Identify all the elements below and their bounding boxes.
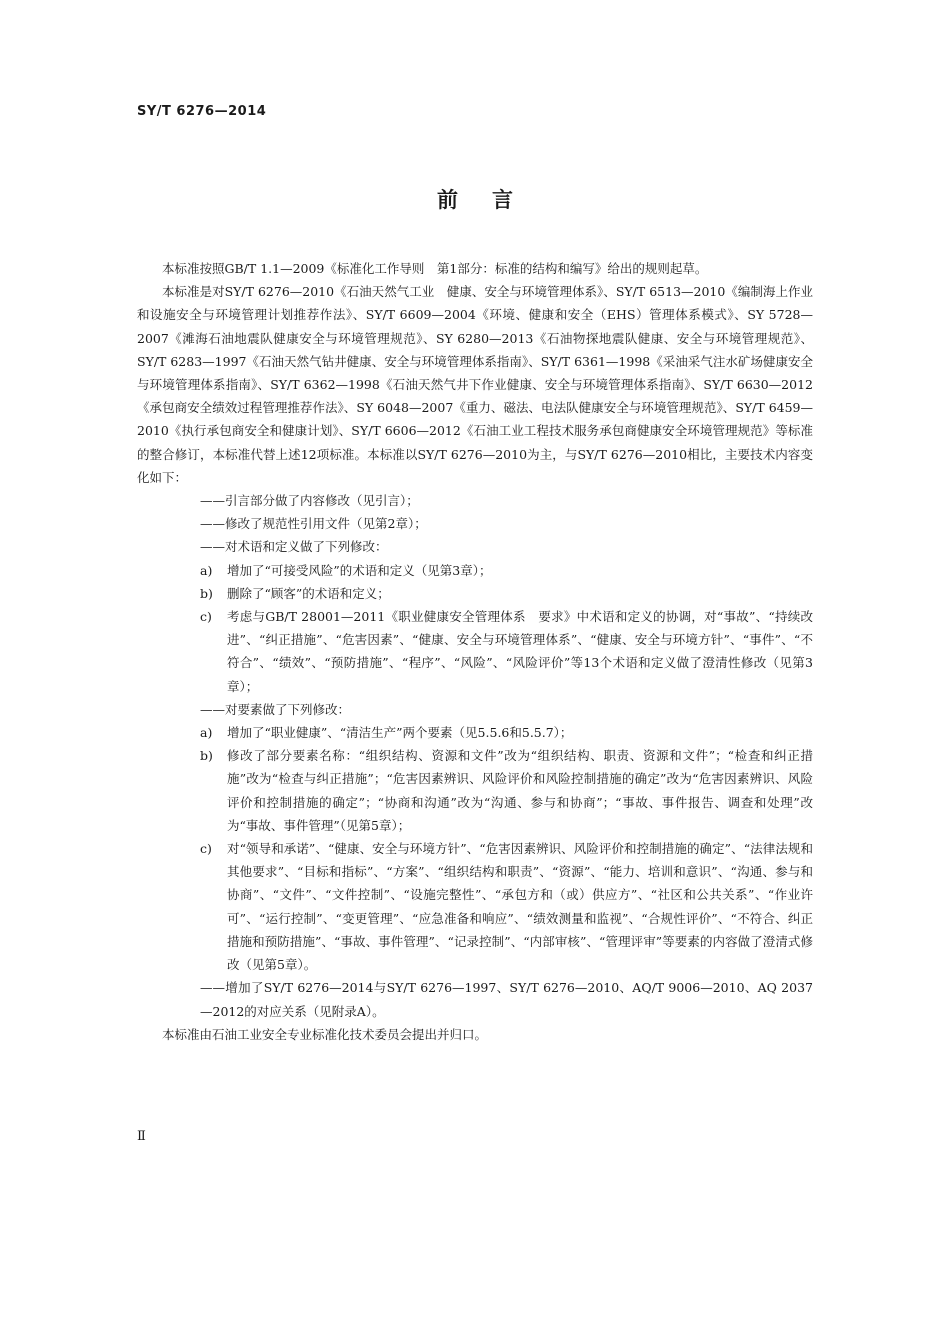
change-item-normative-references: ——修改了规范性引用文件（见第2章）； [200, 516, 427, 532]
paragraph-revision-scope: 本标准是对SY/T 6276—2010《石油天然气工业 健康、安全与环境管理体系》、SY/T 6513—2010《编制海上作业和设施安全与环境管理计划推荐作法》、SY/T 6609—2004《环境、健康和安全（EHS）管理体系模式》、SY 5728—2007《滩海石油地震队健康安全与环境管理规范》、SY 6280—2013《石油物探地震队健康、安全与环境管理规范》、SY/T 6283—1997《石油天然气钻井健康、安全与环境管理体系指南》、SY/T 6361—1998《采油采气注水矿场健康安全与环境管理体系指南》、SY/T 6362—1998《石油天然气井下作业健康、安全与环境管理体系指南》、SY/T 6630—2012《承包商安全绩效过程管理推荐作法》、SY 6048—2007《重力、磁法、电法队健康安全与环境管理规范》、SY/T 6459—2010《执行承包商安全和健康计划》、SY/T 6606—2012《石油工业工程技术服务承包商健康安全环境管理规范》等标准的整合修订，本标准代替上述12项标准。本标准以SY/T 6276—2010为主，与SY/T 6276—2010相比，主要技术内容变化如下： [137, 284, 813, 485]
list-marker: a) [200, 562, 213, 578]
list-item-text: 考虑与GB/T 28001—2011《职业健康安全管理体系 要求》中术语和定义的协调，对“事故”、“持续改进”、“纠正措施”、“危害因素”、“健康、安全与环境管理体系”、“健康、安全与环境方针”、“事件”、“不符合”、“绩效”、“预防措施”、“程序”、“风险”、“风险评价”等13个术语和定义做了澄清性修改（见第3章）； [227, 609, 813, 694]
list-marker: b) [200, 585, 213, 601]
list-item [137, 559, 813, 582]
page-number: Ⅱ [137, 1129, 146, 1144]
list-item [137, 837, 813, 976]
list-item [137, 605, 813, 698]
paragraph-drafting-rules: 本标准按照GB/T 1.1—2009《标准化工作导则 第1部分：标准的结构和编写》给出的规则起草。 [162, 261, 708, 276]
list-item [137, 721, 813, 744]
change-item-terms: ——对术语和定义做了下列修改： [200, 539, 388, 555]
list-marker: a) [200, 725, 213, 741]
list-marker: c) [200, 841, 212, 857]
list-item [137, 744, 813, 837]
change-item-introduction: ——引言部分做了内容修改（见引言）； [200, 493, 419, 509]
list-marker: c) [200, 609, 212, 625]
paragraph-proposer: 本标准由石油工业安全专业标准化技术委员会提出并归口。 [162, 1026, 488, 1042]
list-item-text: 删除了“顾客”的术语和定义； [227, 585, 390, 601]
change-item-elements: ——对要素做了下列修改： [200, 701, 351, 717]
page-title: 前言 [437, 188, 547, 212]
list-item-text: 增加了“可接受风险”的术语和定义（见第3章）； [227, 562, 492, 578]
foreword-body [137, 257, 813, 1046]
list-item-text: 修改了部分要素名称：“组织结构、资源和文件”改为“组织结构、职责、资源和文件”；“检查和纠正措施”改为“检查与纠正措施”；“危害因素辨识、风险评价和风险控制措施的确定”改为“危害因素辨识、风险评价和控制措施的确定”；“协商和沟通”改为“沟通、参与和协商”；“事故、事件报告、调查和处理”改为“事故、事件管理”（见第5章）； [227, 748, 813, 833]
list-marker: b) [200, 748, 213, 764]
list-item-text: 增加了“职业健康”、“清洁生产”两个要素（见5.5.6和5.5.7）； [227, 725, 573, 741]
list-item [137, 582, 813, 605]
list-item-text: 对“领导和承诺”、“健康、安全与环境方针”、“危害因素辨识、风险评价和控制措施的确定”、“法律法规和其他要求”、“目标和指标”、“方案”、“组织结构和职责”、“资源”、“能力、培训和意识”、“沟通、参与和协商”、“文件”、“文件控制”、“设施完整性”、“承包方和（或）供应方”、“社区和公共关系”、“作业许可”、“运行控制”、“变更管理”、“应急准备和响应”、“绩效测量和监视”、“合规性评价”、“不符合、纠正措施和预防措施”、“事故、事件管理”、“记录控制”、“内部审核”、“管理评审”等要素的内容做了澄清式修改（见第5章）。 [227, 841, 813, 973]
standard-code: SY/T 6276—2014 [137, 104, 267, 119]
change-item-annex: ——增加了SY/T 6276—2014与SY/T 6276—1997、SY/T 6276—2010、AQ/T 9006—2010、AQ 2037—2012的对应关系（见附录A）。 [200, 980, 813, 1019]
